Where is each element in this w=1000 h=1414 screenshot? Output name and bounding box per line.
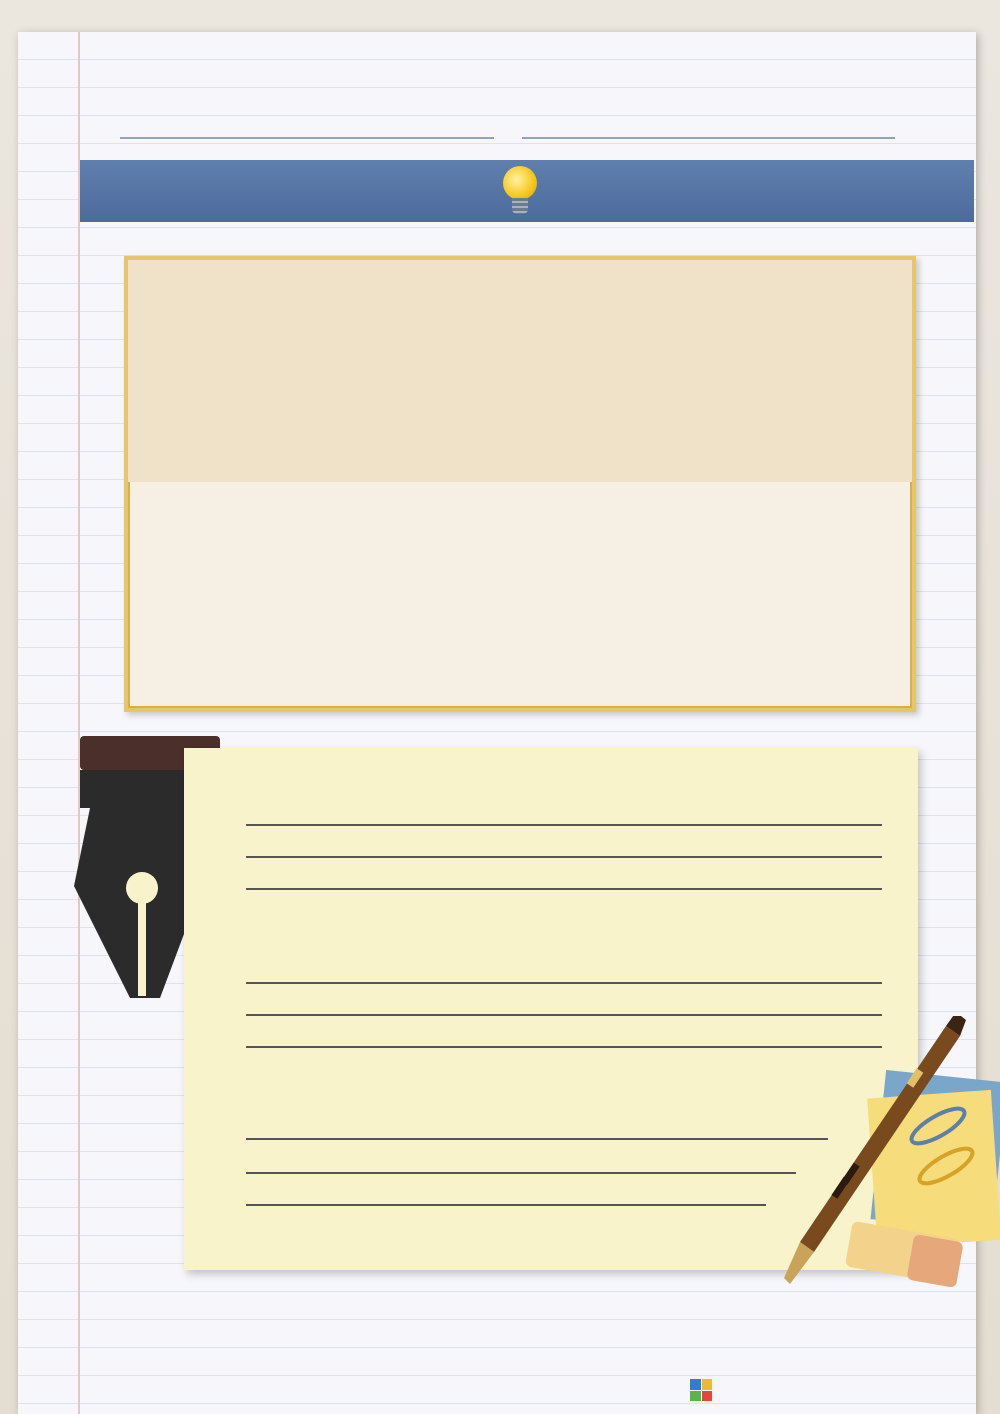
passage-background [128,260,912,482]
questions-banner [80,160,974,222]
answer-line[interactable] [246,982,882,984]
worksheet-header [120,118,895,158]
stationery-illustration [770,1016,1000,1306]
answer-line[interactable] [246,1138,828,1140]
answer-line[interactable] [246,856,882,858]
reading-passage-box [124,256,916,712]
left-spiral-binding [0,60,60,1414]
liveworksheets-brand[interactable] [690,1374,990,1406]
header-rule-left [120,137,494,139]
top-spiral-binding [62,18,962,78]
question-1 [212,772,248,800]
answer-line[interactable] [246,1204,766,1206]
answer-line[interactable] [246,888,882,890]
lightbulb-icon [499,164,541,218]
sources-section [160,494,900,500]
header-rule-right [522,137,896,139]
answer-line[interactable] [246,1172,796,1174]
question-2 [212,926,248,954]
sticky-notes [867,1070,1000,1248]
question-3 [212,1088,248,1116]
liveworksheets-logo-icon [690,1379,712,1401]
margin-line [78,32,80,1414]
answer-line[interactable] [246,824,882,826]
